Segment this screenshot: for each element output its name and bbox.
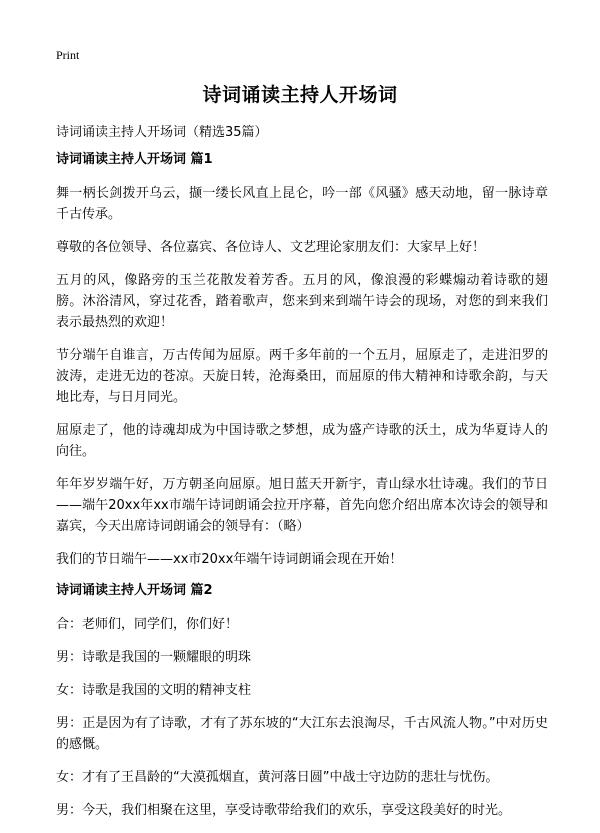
paragraph: 节分端午自谁言，万古传闻为屈原。两千多年前的一个五月，屈原走了，走进汨罗的波涛，走进无边的苍凉。天旋日转，沧海桑田，而屈原的伟大精神和诗歌余韵，与天地比寿，与日月同光。 bbox=[56, 348, 548, 405]
paragraph: 合：老师们，同学们，你们好！ bbox=[56, 617, 239, 632]
print-link[interactable]: Print bbox=[56, 48, 80, 62]
paragraph: 屈原走了，他的诗魂却成为中国诗歌之梦想，成为盛产诗歌的沃土，成为华夏诗人的向往。 bbox=[56, 423, 548, 459]
page-title: 诗词诵读主持人开场词 bbox=[202, 84, 398, 106]
paragraph: 尊敬的各位领导、各位嘉宾、各位诗人、文艺理论家朋友们：大家早上好！ bbox=[56, 240, 486, 255]
paragraph: 我们的节日端午——xx市20xx年端午诗词朗诵会现在开始！ bbox=[56, 552, 403, 567]
paragraph: 年年岁岁端午好，万方朝圣向屈原。旭日蓝天开新宇，青山绿水壮诗魂。我们的节日——端午20xx年xx市端午诗词朗诵会拉开序幕，首先向您介绍出席本次诗会的领导和嘉宾，今天出席诗词朗诵会的领导有：（略） bbox=[56, 477, 548, 534]
paragraph: 男：正是因为有了诗歌，才有了苏东坡的“大江东去浪淘尽，千古风流人物。”中对历史的感慨。 bbox=[56, 716, 548, 752]
paragraph: 男：今天，我们相聚在这里，享受诗歌带给我们的欢乐，享受这段美好的时光。 bbox=[56, 803, 512, 818]
paragraph: 女：才有了王昌龄的“大漠孤烟直，黄河落日圆”中战士守边防的悲壮与忧伤。 bbox=[56, 770, 499, 785]
section-heading-1: 诗词诵读主持人开场词 篇1 bbox=[56, 152, 213, 167]
paragraph: 女：诗歌是我国的文明的精神支柱 bbox=[56, 683, 252, 698]
document-subtitle: 诗词诵读主持人开场词（精选35篇） bbox=[56, 125, 268, 140]
paragraph: 男：诗歌是我国的一颗耀眼的明珠 bbox=[56, 650, 252, 665]
document-body bbox=[56, 151, 548, 833]
section-heading-2: 诗词诵读主持人开场词 篇2 bbox=[56, 583, 213, 598]
paragraph: 舞一柄长剑拨开乌云，撷一缕长风直上昆仑，吟一部《风骚》感天动地，留一脉诗章千古传承。 bbox=[56, 186, 548, 222]
paragraph: 五月的风，像路旁的玉兰花散发着芳香。五月的风，像浪漫的彩蝶煽动着诗歌的翅膀。沐浴清风，穿过花香，踏着歌声，您来到来到端午诗会的现场，对您的到来我们表示最热烈的欢迎！ bbox=[56, 273, 548, 330]
